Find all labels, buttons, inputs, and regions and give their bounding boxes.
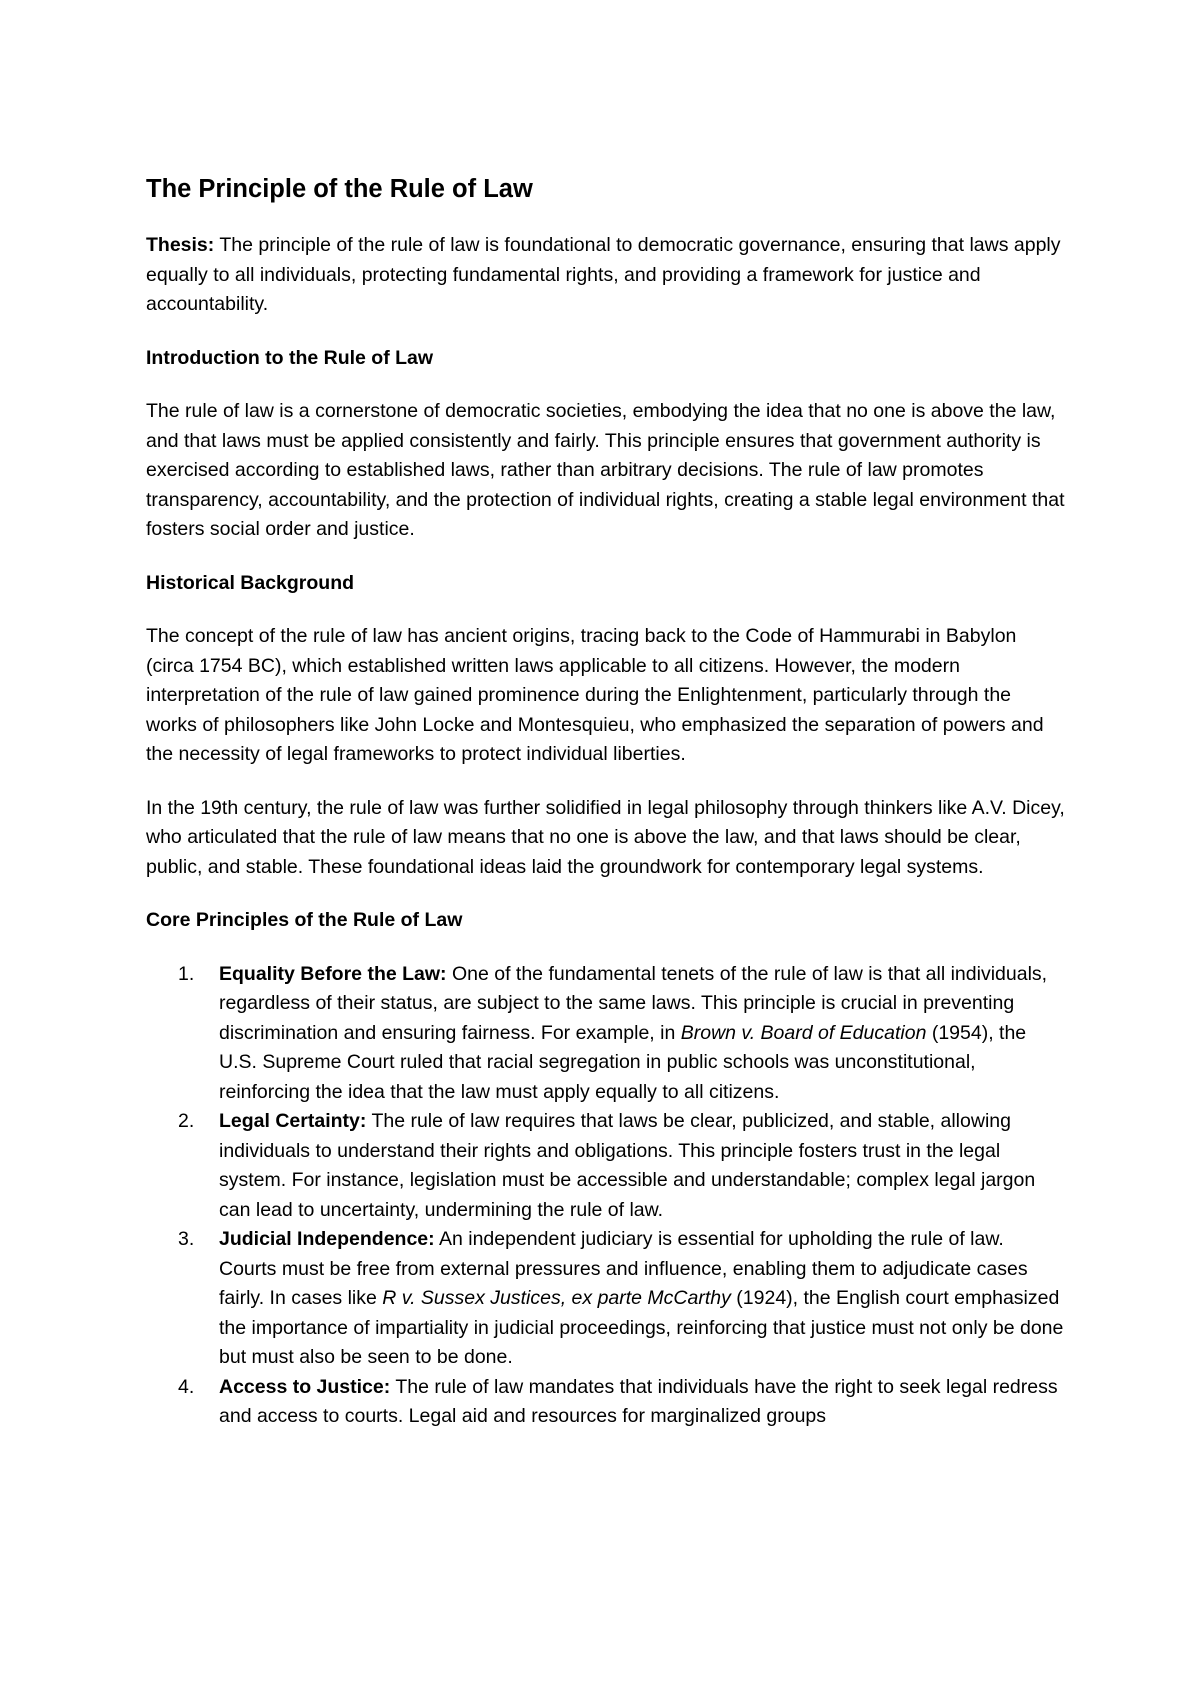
list-item-text: The rule of law requires that laws be clear, publicized, and stable, allowing individuals to understand their rights and obligations. This principle fosters trust in the legal system. For instance, legislation must be accessible and understandable; complex legal jargon can lead to uncertainty, undermining the rule of law. bbox=[219, 1110, 1036, 1221]
history-heading: Historical Background bbox=[146, 571, 355, 594]
list-number: 4. bbox=[178, 1375, 195, 1398]
history-paragraph-2: In the 19th century, the rule of law was further solidified in legal philosophy through thinkers like A.V. Dicey, who articulated that the rule of law means that no one is above the law, and that laws should be clear, public, and stable. These foundational ideas laid the groundwork for contemporary legal systems. bbox=[146, 796, 1065, 878]
list-item-text: The rule of law mandates that individuals have the right to seek legal redress and access to courts. Legal aid and resources for marginalized groups bbox=[219, 1375, 1058, 1427]
history-paragraph-1: The concept of the rule of law has ancient origins, tracing back to the Code of Hammurabi in Babylon (circa 1754 BC), which established written laws applicable to all citizens. However, the modern interpretation of the rule of law gained prominence during the Enlightenment, particularly through the works of philosophers like John Locke and Montesquieu, who emphasized the separation of powers and the necessity of legal frameworks to protect individual liberties. bbox=[146, 625, 1044, 765]
list-item-access-to-justice bbox=[146, 1373, 1066, 1432]
list-item-equality bbox=[146, 960, 1066, 1108]
list-number: 3. bbox=[178, 1228, 195, 1250]
list-item-text: An independent judiciary is essential for upholding the rule of law. Courts must be free from external pressures and influence, enabling them to adjudicate cases fairly. In cases like bbox=[219, 1228, 1028, 1309]
case-citation: Brown v. Board of Education bbox=[680, 1021, 927, 1044]
list-item-text: One of the fundamental tenets of the rule of law is that all individuals, regardless of their status, are subject to the same laws. This principle is crucial in preventing discrimination and ensuring fairness. For example, in bbox=[219, 962, 1048, 1044]
list-number: 1. bbox=[178, 962, 195, 985]
document-body bbox=[146, 173, 1066, 1432]
list-item-label: Legal Certainty: bbox=[219, 1110, 367, 1132]
list-item-legal-certainty bbox=[146, 1107, 1066, 1225]
list-item-label: Access to Justice: bbox=[219, 1375, 391, 1398]
list-item-judicial-independence bbox=[146, 1225, 1066, 1373]
document-title: The Principle of the Rule of Law bbox=[146, 175, 533, 203]
list-item-label: Judicial Independence: bbox=[219, 1228, 435, 1250]
intro-heading: Introduction to the Rule of Law bbox=[146, 346, 434, 369]
intro-paragraph: The rule of law is a cornerstone of democratic societies, embodying the idea that no one is above the law, and that laws must be applied consistently and fairly. This principle ensures that government authority is exercised according to established laws, rather than arbitrary decisions. The rule of law promotes transparency, accountability, and the protection of individual rights, creating a stable legal environment that fosters social order and justice. bbox=[146, 400, 1065, 540]
thesis-label: Thesis: bbox=[146, 234, 215, 256]
core-principles-list bbox=[146, 960, 1066, 1432]
case-citation: R v. Sussex Justices, ex parte McCarthy bbox=[382, 1287, 731, 1309]
list-item-text: (1954), the U.S. Supreme Court ruled that racial segregation in public schools was unconstitutional, reinforcing the idea that the law must apply equally to all citizens. bbox=[219, 1021, 1027, 1103]
core-principles-heading: Core Principles of the Rule of Law bbox=[146, 909, 463, 931]
list-item-text: (1924), the English court emphasized the importance of impartiality in judicial proceedings, reinforcing that justice must not only be done but must also be seen to be done. bbox=[219, 1287, 1064, 1368]
list-number: 2. bbox=[178, 1110, 195, 1132]
thesis-text: The principle of the rule of law is foundational to democratic governance, ensuring that laws apply equally to all individuals, protecting fundamental rights, and providing a framework for justice and accountability. bbox=[146, 234, 1061, 315]
list-item-label: Equality Before the Law: bbox=[219, 962, 447, 985]
thesis-paragraph bbox=[146, 231, 1066, 320]
